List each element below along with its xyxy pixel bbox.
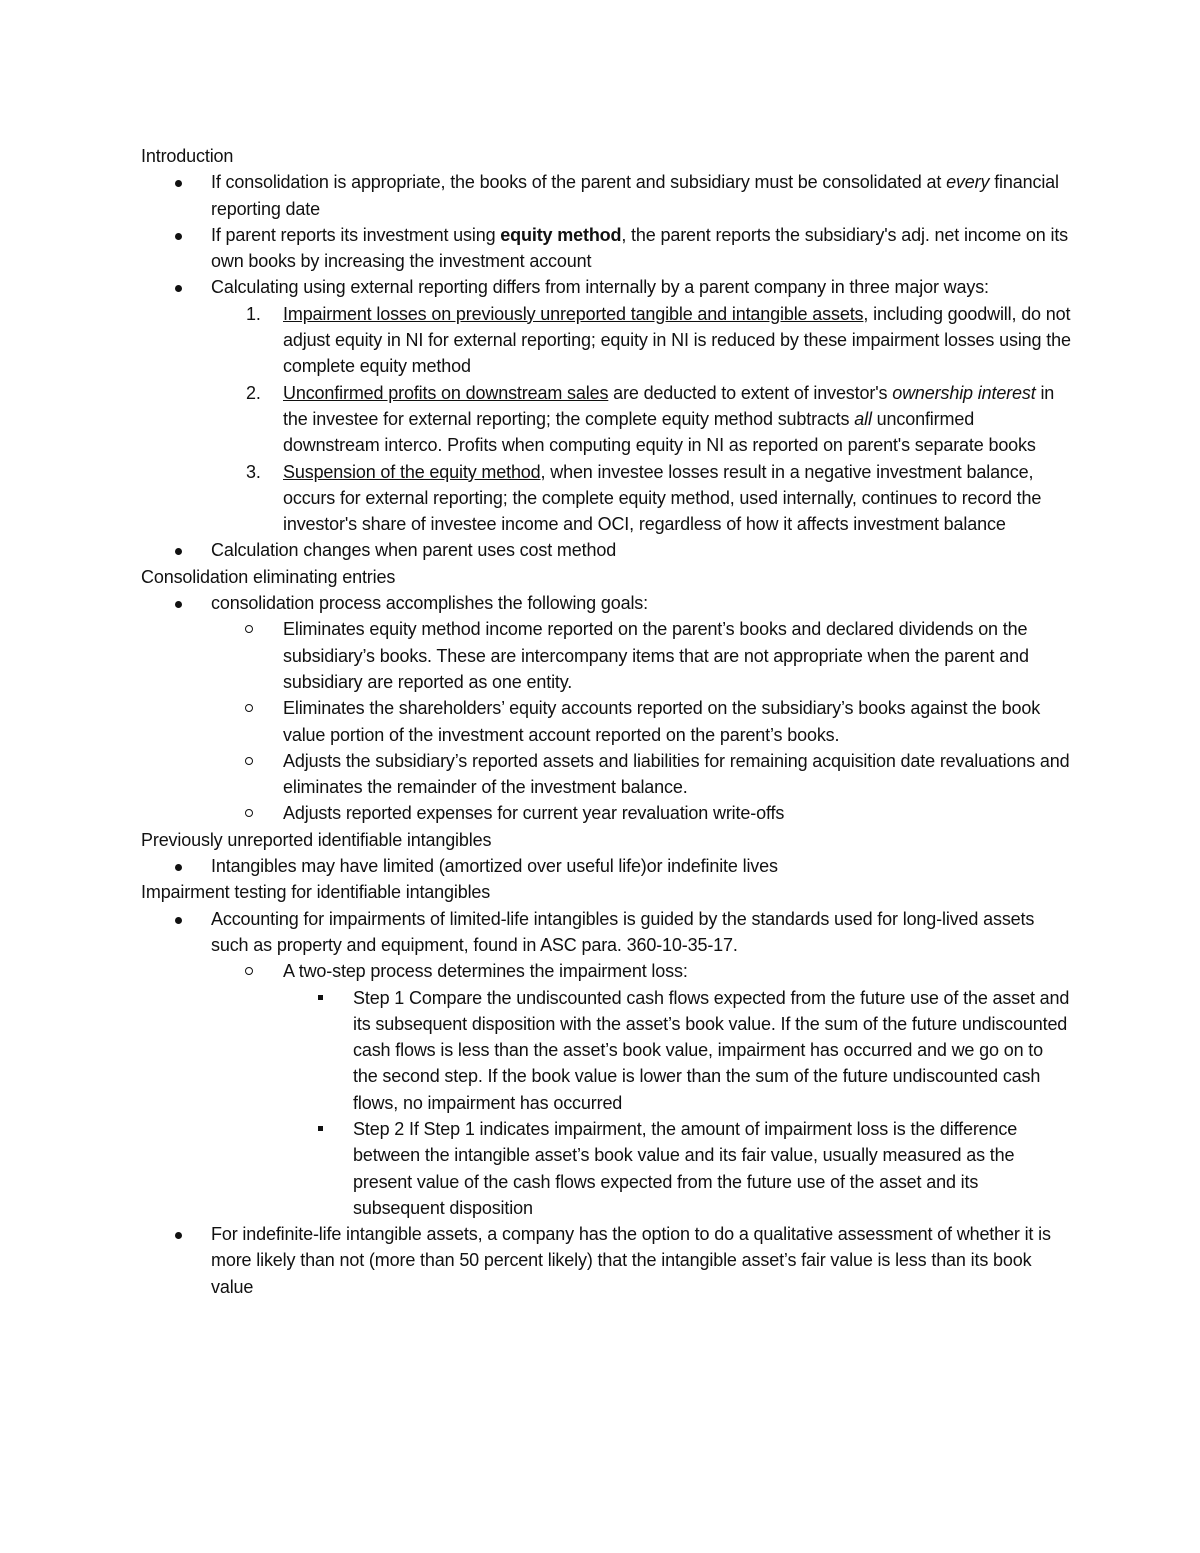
item-number: 3. [246,461,261,482]
bullet-dot-icon [175,548,182,555]
bullet-circle-icon [245,625,253,633]
list-item [141,853,1071,879]
bold-text: equity method [500,224,622,245]
text-run: Step 2 If Step 1 indicates impairment, the amount of impairment loss is the difference between the intangible asset’s book value and its fair value, usually measured as the present value of the cash flows expected from the future use of the asset and its subsequent disposition [353,1118,1018,1218]
text-run: Calculation changes when parent uses cost method [211,540,617,561]
sub-list-item [141,800,1071,826]
text-run: Adjusts the subsidiary’s reported assets and liabilities for remaining acquisition date revaluations and eliminates the remainder of the investment balance. [283,750,1070,798]
italic-text: every [946,172,990,193]
text-run: Step 1 Compare the undiscounted cash flows expected from the future use of the asset and its subsequent disposition with the asset’s book value. If the sum of the future undiscounted cash flows is less than the asset’s book value, impairment has occurred and we go on to the second step. If the book value is lower than the sum of the future undiscounted cash flows, no impairment has occurred [353,987,1070,1113]
sub-list-item [141,748,1071,801]
numbered-item [141,380,1071,459]
text-run: Accounting for impairments of limited-life intangibles is guided by the standards used for long-lived assets such as property and equipment, found in ASC para. 360-10-35-17. [211,908,1035,955]
underlined-text: Suspension of the equity method [283,461,541,482]
list-item [141,169,1071,222]
sub-sub-list-item [141,985,1071,1116]
document-body [141,143,1071,1300]
text-run: Calculating using external reporting differs from internally by a parent company in three major ways: [211,277,989,298]
list-item [141,274,1071,300]
bullet-dot-icon [175,601,182,608]
text-run: are deducted to extent of investor's [608,382,893,403]
underlined-text: Unconfirmed profits on downstream sales [283,382,609,403]
numbered-item [141,301,1071,380]
text-run: For indefinite-life intangible assets, a company has the option to do a qualitative assessment of whether it is more likely than not (more than 50 percent likely) that the intangible asset’s fair value is less than its book value [211,1224,1051,1297]
text-run: , when investee losses result in a negative investment balance, occurs for external reporting; the complete equity method, used internally, continues to record the investor's share of investee income and OCI, regardless of how it affects investment balance [283,461,1042,535]
bullet-dot-icon [175,864,182,871]
bullet-dot-icon [175,917,182,924]
heading-consolidation-eliminating-entries: Consolidation eliminating entries [141,566,396,587]
text-run: , the parent reports the subsidiary's adj. net income on its own books by increasing the investment account [211,224,1069,272]
bullet-square-icon [318,995,323,1000]
sub-sub-list-item [141,1116,1071,1221]
sub-list-item [141,695,1071,748]
text-run: Intangibles may have limited (amortized over useful life)or indefinite lives [211,856,778,877]
text-run: , including goodwill, do not adjust equity in NI for external reporting; equity in NI is reduced by these impairment losses using the complete equity method [283,303,1071,377]
text-run: If consolidation is appropriate, the books of the parent and subsidiary must be consolidated at [211,172,947,193]
heading-introduction: Introduction [141,146,234,166]
item-number: 1. [246,303,261,324]
list-item [141,537,1071,563]
text-run: Eliminates the shareholders’ equity accounts reported on the subsidiary’s books against the book value portion of the investment account reported on the parent’s books. [283,698,1041,745]
text-run: A two-step process determines the impairment loss: [283,961,688,982]
underlined-text: Impairment losses on previously unreported tangible and intangible assets [283,303,864,324]
item-number: 2. [246,382,261,403]
bullet-dot-icon [175,1232,182,1239]
bullet-dot-icon [175,233,182,240]
list-item [141,1221,1071,1300]
bullet-circle-icon [245,704,253,712]
sub-list-item [141,616,1071,695]
bullet-dot-icon [175,285,182,292]
text-run: consolidation process accomplishes the following goals: [211,593,648,614]
bullet-circle-icon [245,809,253,817]
list-item [141,222,1071,275]
italic-text: ownership interest [892,382,1036,403]
bullet-circle-icon [245,757,253,765]
text-run: financial reporting date [211,172,1059,219]
list-item [141,906,1071,959]
text-run: in the investee for external reporting; the complete equity method subtracts [283,382,1055,429]
bullet-circle-icon [245,967,253,975]
heading-previously-unreported-intangibles: Previously unreported identifiable intangibles [141,829,492,850]
text-run: unconfirmed downstream interco. Profits when computing equity in NI as reported on parent's separate books [283,408,1036,456]
sub-list-item [141,958,1071,984]
list-item [141,590,1071,616]
bullet-dot-icon [175,180,182,187]
text-run: If parent reports its investment using [211,224,501,245]
bullet-square-icon [318,1126,323,1131]
numbered-item [141,459,1071,538]
text-run: Adjusts reported expenses for current year revaluation write-offs [283,803,785,824]
heading-impairment-testing: Impairment testing for identifiable intangibles [141,882,491,903]
text-run: Eliminates equity method income reported on the parent’s books and declared dividends on the subsidiary’s books. These are intercompany items that are not appropriate when the parent and subsidiary are reported as one entity. [283,619,1029,692]
italic-text: all [854,408,872,429]
